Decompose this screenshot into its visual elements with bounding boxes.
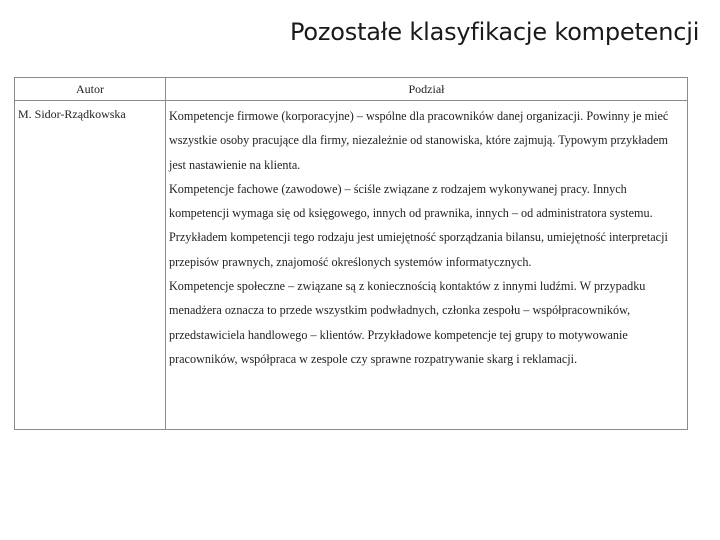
competence-social-paragraph: Kompetencje społeczne – związane są z koniecznością kontaktów z innymi ludźmi. W przypadku menadżera oznacza to przede wszystkim podwładnych, członka zespołu – współpracowników, przedstawiciela handlowego – klientów. Przykładowe kompetencje tej grupy to motywowanie pracowników, współpraca w zespole czy sprawne rozpatrywanie skarg i reklamacji. [169,279,646,366]
header-author: Autor [15,78,166,101]
table-header-row [15,78,688,101]
table-row [15,101,688,430]
competence-corporate-paragraph: Kompetencje firmowe (korporacyjne) – wspólne dla pracowników danej organizacji. Powinny je mieć wszystkie osoby pracujące dla firmy, niezależnie od stanowiska, które zajmują. Typowym przykładem jest nastawienie na klienta. [169,109,669,172]
division-cell [166,101,688,430]
author-cell: M. Sidor-Rządkowska [15,101,166,430]
competence-professional-paragraph: Kompetencje fachowe (zawodowe) – ściśle związane z rodzajem wykonywanej pracy. Innych kompetencji wymaga się od księgowego, innych od prawnika, innych – od administratora systemu. Przykładem kompetencji tego rodzaju jest umiejętność sporządzania bilansu, umiejętność interpretacji przepisów prawnych, znajomość określonych systemów informatycznych. [169,181,668,269]
slide-title: Pozostałe klasyfikacje kompetencji [290,18,700,46]
header-division: Podział [166,78,688,101]
classification-table [14,77,688,430]
